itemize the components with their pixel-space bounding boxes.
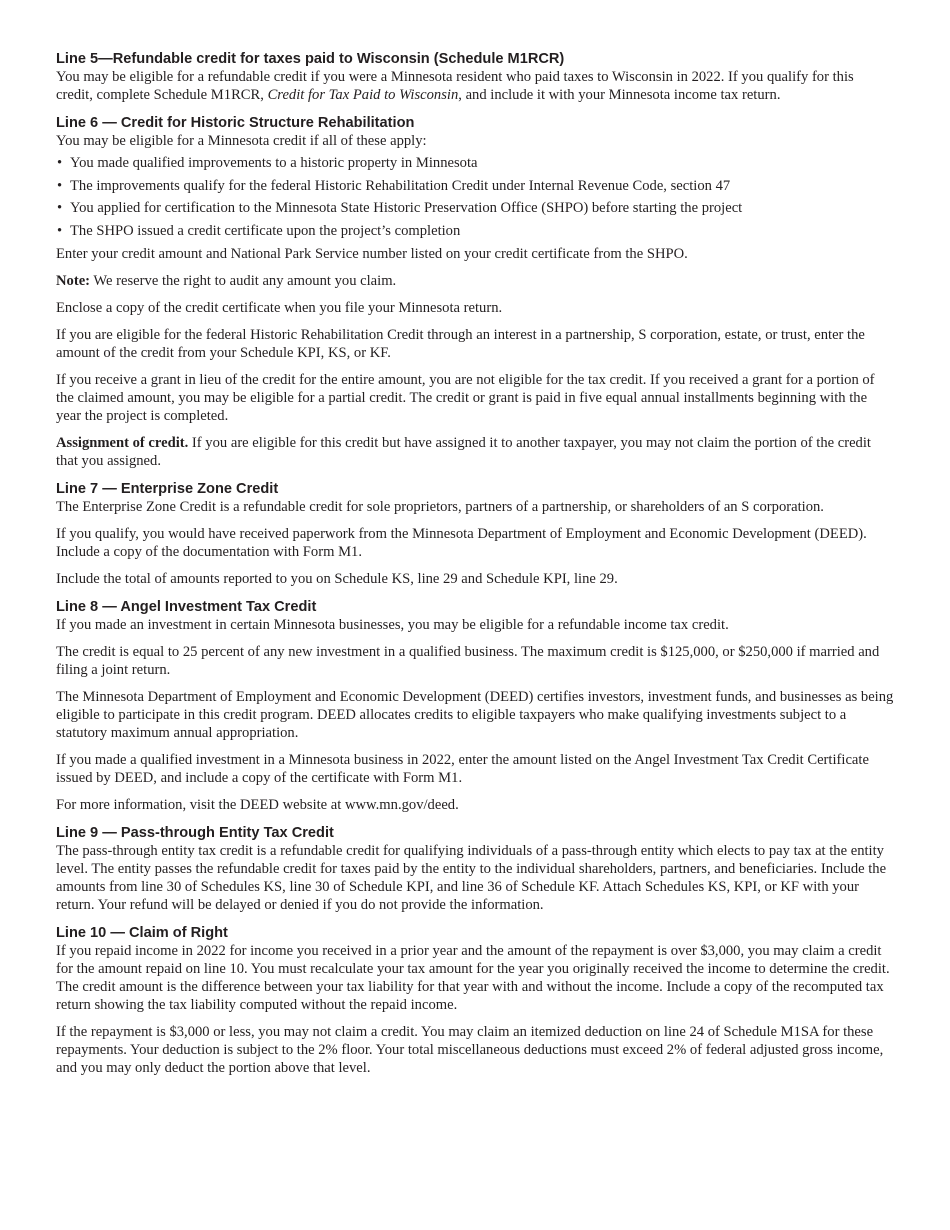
line-6-intro: You may be eligible for a Minnesota credit if all of these apply:	[56, 133, 427, 149]
line-6-assignment: Assignment of credit. If you are eligible for this credit but have assigned it to another taxpayer, you may not claim the portion of the credit that you assigned.	[56, 434, 871, 469]
line-8-paragraph-3: The Minnesota Department of Employment and Economic Development (DEED) certifies investors, investment funds, and businesses as being eligible to participate in this credit program. DEED allocates credits to eligible taxpayers who make qualifying investments subject to a statutory maximum annual appropriation.	[56, 688, 894, 741]
bullet-icon: •	[57, 177, 63, 194]
line-10-paragraph-2: If the repayment is $3,000 or less, you may not claim a credit. You may claim an itemized deduction on line 24 of Schedule M1SA for these repayments. Your deduction is subject to the 2% floor. Your total miscellaneous deductions must exceed 2% of federal adjusted gross income, and you may only deduct the portion above that level.	[56, 1023, 884, 1076]
line-7-paragraph-3: Include the total of amounts reported to you on Schedule KS, line 29 and Schedule KPI, line 29.	[56, 570, 618, 587]
line-9-heading: Line 9 — Pass-through Entity Tax Credit	[56, 824, 334, 841]
bullet-icon: •	[57, 222, 63, 239]
section-line-10	[56, 924, 894, 1077]
list-item: • The SHPO issued a credit certificate upon the project’s completion	[57, 222, 461, 239]
line-8-heading: Line 8 — Angel Investment Tax Credit	[56, 598, 317, 615]
list-item: • You applied for certification to the Minnesota State Historic Preservation Office (SHPO) before starting the project	[57, 200, 743, 216]
bullet-icon: •	[57, 200, 63, 216]
line-6-partnership: If you are eligible for the federal Historic Rehabilitation Credit through an interest in a partnership, S corporation, estate, or trust, enter the amount of the credit from your Schedule KPI, KS, or KF.	[56, 326, 865, 361]
line-9-paragraph: The pass-through entity tax credit is a refundable credit for qualifying individuals of a pass-through entity which elects to pay tax at the entity level. The entity passes the refundable credit for taxes paid by the entity to the individual shareholders, partners, and beneficiaries. Include the amounts from line 30 of Schedules KS, line 30 of Schedule KPI, and line 36 of Schedule KF. Attach Schedules KS, KPI, or KF with your return. Your refund will be delayed or denied if you do not provide the information.	[56, 842, 887, 913]
list-item: • The improvements qualify for the federal Historic Rehabilitation Credit under Internal Revenue Code, section 47	[57, 177, 731, 194]
line-8-paragraph-1: If you made an investment in certain Minnesota businesses, you may be eligible for a refundable income tax credit.	[56, 616, 729, 633]
line-8-paragraph-2: The credit is equal to 25 percent of any new investment in a qualified business. The maximum credit is $125,000, or $250,000 if married and filing a joint return.	[56, 643, 880, 678]
bullet-icon: •	[57, 155, 63, 171]
line-6-requirements-list	[56, 154, 894, 240]
line-8-paragraph-5: For more information, visit the DEED website at www.mn.gov/deed.	[56, 796, 459, 813]
line-7-paragraph-1: The Enterprise Zone Credit is a refundable credit for sole proprietors, partners of a partnership, or shareholders of an S corporation.	[56, 498, 824, 515]
list-item: • You made qualified improvements to a historic property in Minnesota	[57, 155, 478, 171]
line-10-heading: Line 10 — Claim of Right	[56, 924, 228, 941]
line-10-paragraph-1: If you repaid income in 2022 for income you received in a prior year and the amount of the repayment is over $3,000, you may claim a credit for the amount repaid on line 10. You must recalculate your tax amount for the year you originally received the income to determine the credit. The credit amount is the difference between your tax liability for that year with and without the income. Include a copy of the recomputed tax return showing the tax liability computed without the repaid income.	[56, 942, 890, 1013]
line-8-paragraph-4: If you made a qualified investment in a Minnesota business in 2022, enter the amount listed on the Angel Investment Tax Credit Certificate issued by DEED, and include a copy of the certificate with Form M1.	[56, 751, 869, 786]
section-line-8	[56, 598, 894, 814]
line-5-heading: Line 5—Refundable credit for taxes paid to Wisconsin (Schedule M1RCR)	[56, 51, 565, 67]
section-line-7	[56, 480, 894, 588]
schedule-m1rcr-title: Credit for Tax Paid to Wisconsin	[267, 87, 459, 103]
instructions-page	[56, 50, 894, 1087]
section-line-6	[56, 114, 894, 470]
line-6-enclose: Enclose a copy of the credit certificate when you file your Minnesota return.	[56, 299, 503, 316]
line-6-note: Note: We reserve the right to audit any amount you claim.	[56, 272, 397, 289]
line-6-heading: Line 6 — Credit for Historic Structure Rehabilitation	[56, 115, 415, 131]
line-7-heading: Line 7 — Enterprise Zone Credit	[56, 480, 279, 497]
line-6-enter-amount: Enter your credit amount and National Park Service number listed on your credit certificate from the SHPO.	[56, 245, 688, 262]
line-5-paragraph: You may be eligible for a refundable credit if you were a Minnesota resident who paid taxes to Wisconsin in 2022. If you qualify for this credit, complete Schedule M1RCR, Credit for Tax Paid to Wisconsin, and include it with your Minnesota income tax return.	[56, 69, 854, 103]
section-line-5	[56, 50, 894, 104]
line-7-paragraph-2: If you qualify, you would have received paperwork from the Minnesota Department of Employment and Economic Development (DEED). Include a copy of the documentation with Form M1.	[56, 525, 867, 560]
section-line-9	[56, 824, 894, 914]
line-6-grant: If you receive a grant in lieu of the credit for the entire amount, you are not eligible for the tax credit. If you received a grant for a portion of the claimed amount, you may be eligible for a partial credit. The credit or grant is paid in five equal annual installments beginning with the year the project is completed.	[56, 371, 875, 424]
